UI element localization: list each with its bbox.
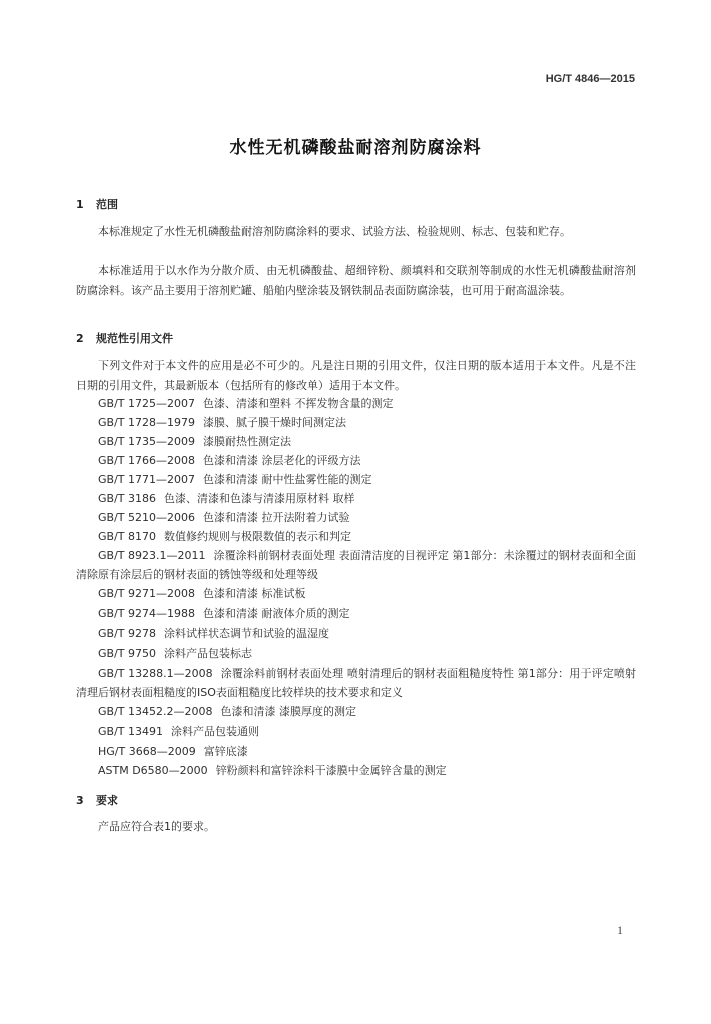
- reference-title: 色漆、清漆和塑料 不挥发物含量的测定: [202, 397, 394, 410]
- reference-title: 涂料产品包装通则: [171, 725, 259, 738]
- reference-item: [76, 644, 636, 663]
- section-number: 3: [76, 794, 84, 807]
- section-2-intro: 下列文件对于本文件的应用是必不可少的。凡是注日期的引用文件，仅注日期的版本适用于本文件。凡是不注日期的引用文件，其最新版本（包括所有的修改单）适用于本文件。: [76, 359, 636, 392]
- section-1-paragraph-2: 本标准适用于以水作为分散介质、由无机磷酸盐、超细锌粉、颜填料和交联剂等制成的水性无机磷酸盐耐溶剂防腐涂料。该产品主要用于溶剂贮罐、船舶内壁涂装及钢铁制品表面防腐涂装，也可用于耐高温涂装。: [76, 264, 636, 297]
- reference-title: 色漆和清漆 涂层老化的评级方法: [202, 454, 361, 467]
- section-1-paragraph-1: 本标准规定了水性无机磷酸盐耐溶剂防腐涂料的要求、试验方法、检验规则、标志、包装和贮存。: [98, 225, 571, 238]
- reference-title: 涂料产品包装标志: [164, 647, 252, 660]
- reference-item: [76, 470, 636, 489]
- reference-title: 涂覆涂料前钢材表面处理 喷射清理后的钢材表面粗糙度特性 第1部分：用于评定喷射清理后钢材表面粗糙度的ISO表面粗糙度比较样块的技术要求和定义: [76, 667, 636, 699]
- reference-item: [76, 624, 636, 643]
- section-3-heading: [76, 792, 118, 808]
- section-title: 范围: [96, 198, 118, 211]
- reference-code: GB/T 1728—1979: [98, 416, 195, 429]
- section-2-heading: [76, 330, 173, 346]
- reference-title: 色漆和清漆 标准试板: [202, 587, 306, 600]
- reference-title: 富锌底漆: [203, 745, 248, 758]
- reference-item: [76, 489, 636, 508]
- reference-title: 涂覆涂料前钢材表面处理 表面清洁度的目视评定 第1部分：未涂覆过的钢材表面和全面清除原有涂层后的钢材表面的锈蚀等级和处理等级: [76, 549, 636, 581]
- section-3-paragraph-1: 产品应符合表1的要求。: [98, 820, 215, 833]
- reference-item: [76, 451, 636, 470]
- reference-code: GB/T 8170: [98, 530, 156, 543]
- section-title: 规范性引用文件: [96, 332, 173, 345]
- reference-code: GB/T 9271—2008: [98, 587, 195, 600]
- reference-title: 色漆和清漆 耐中性盐雾性能的测定: [202, 473, 372, 486]
- section-1-heading: [76, 196, 118, 212]
- standard-code: HG/T 4846—2015: [545, 73, 635, 85]
- reference-title: 漆膜、腻子膜干燥时间测定法: [202, 416, 346, 429]
- reference-title: 色漆和清漆 拉开法附着力试验: [202, 511, 350, 524]
- reference-item: [76, 722, 636, 741]
- reference-title: 色漆和清漆 耐液体介质的测定: [202, 607, 350, 620]
- reference-title: 锌粉颜料和富锌涂料干漆膜中金属锌含量的测定: [215, 764, 447, 777]
- reference-code: GB/T 1771—2007: [98, 473, 195, 486]
- page-number: 1: [617, 923, 623, 937]
- reference-code: GB/T 8923.1—2011: [98, 549, 206, 562]
- reference-code: GB/T 9274—1988: [98, 607, 195, 620]
- reference-code: GB/T 1766—2008: [98, 454, 195, 467]
- reference-item: [76, 702, 636, 721]
- section-number: 1: [76, 198, 84, 211]
- section-title: 要求: [96, 794, 118, 807]
- reference-code: HG/T 3668—2009: [98, 745, 196, 758]
- reference-title: 色漆、清漆和色漆与清漆用原材料 取样: [164, 492, 355, 505]
- reference-item: [76, 527, 636, 546]
- reference-item: [76, 604, 636, 623]
- reference-item: [76, 413, 636, 432]
- reference-code: GB/T 13491: [98, 725, 163, 738]
- reference-item: [76, 546, 636, 584]
- reference-item: [76, 761, 636, 780]
- reference-code: GB/T 5210—2006: [98, 511, 195, 524]
- reference-code: GB/T 1725—2007: [98, 397, 195, 410]
- reference-title: 漆膜耐热性测定法: [202, 435, 291, 448]
- reference-title: 色漆和清漆 漆膜厚度的测定: [220, 705, 356, 718]
- document-title: 水性无机磷酸盐耐溶剂防腐涂料: [229, 138, 482, 158]
- reference-code: ASTM D6580—2000: [98, 764, 208, 777]
- section-number: 2: [76, 332, 84, 345]
- reference-code: GB/T 9750: [98, 647, 156, 660]
- reference-code: GB/T 1735—2009: [98, 435, 195, 448]
- reference-code: GB/T 13288.1—2008: [98, 667, 213, 680]
- reference-item: [76, 664, 636, 702]
- reference-item: [76, 394, 636, 413]
- reference-code: GB/T 9278: [98, 627, 156, 640]
- reference-item: [76, 432, 636, 451]
- reference-title: 涂料试样状态调节和试验的温湿度: [164, 627, 329, 640]
- reference-item: [76, 584, 636, 603]
- reference-item: [76, 508, 636, 527]
- reference-item: [76, 742, 636, 761]
- reference-code: GB/T 3186: [98, 492, 156, 505]
- reference-title: 数值修约规则与极限数值的表示和判定: [164, 530, 351, 543]
- reference-code: GB/T 13452.2—2008: [98, 705, 213, 718]
